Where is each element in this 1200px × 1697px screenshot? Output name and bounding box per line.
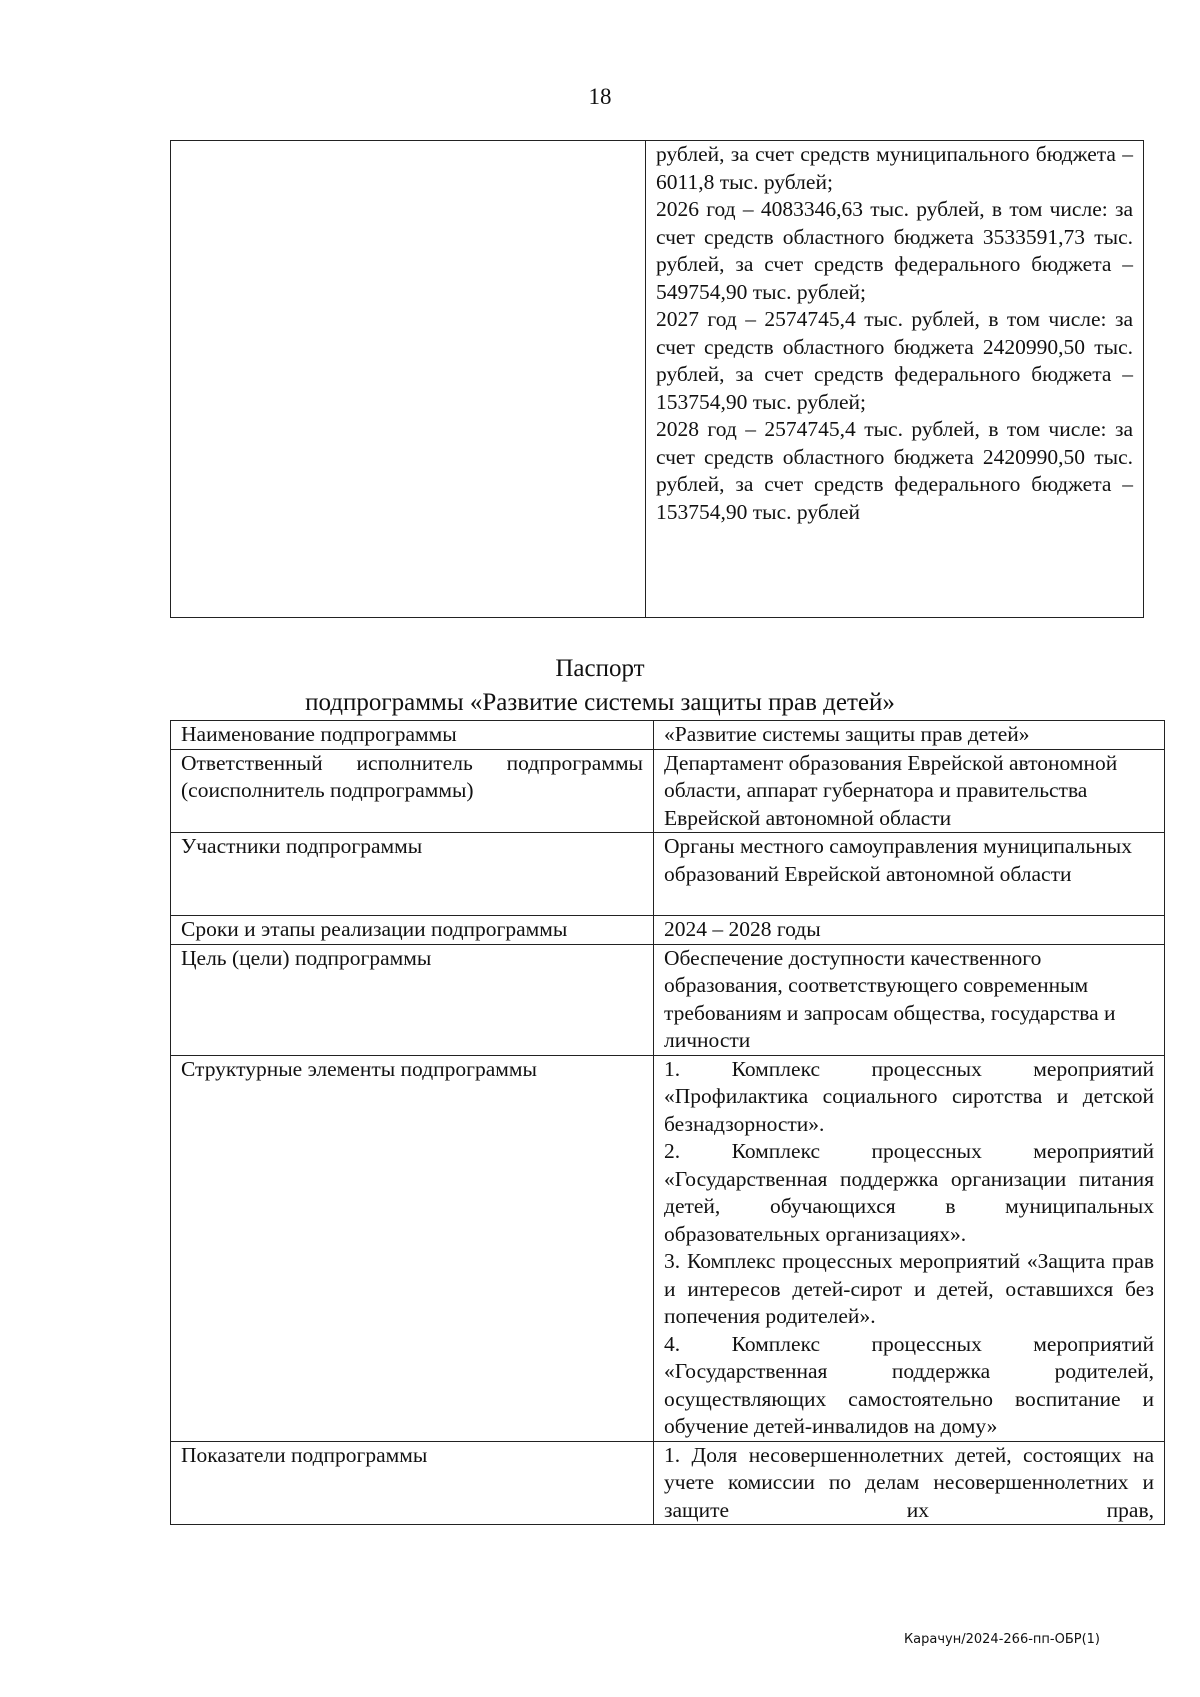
table-row	[171, 141, 1144, 618]
structural-elements-cell	[654, 1055, 1165, 1441]
table-row	[171, 1055, 1165, 1441]
row-label: Наименование подпрограммы	[171, 721, 654, 750]
row-value: Департамент образования Еврейской автономной области, аппарат губернатора и правительства Еврейской автономной области	[654, 749, 1165, 833]
row-value: 1. Доля несовершеннолетних детей, состоящих на учете комиссии по делам несовершеннолетних и защите их прав,	[654, 1441, 1165, 1525]
empty-left-cell	[171, 141, 646, 618]
passport-title: Паспорт	[555, 655, 645, 682]
funding-paragraph: рублей, за счет средств муниципального бюджета – 6011,8 тыс. рублей;	[656, 142, 1133, 194]
row-value: 2024 – 2028 годы	[654, 916, 1165, 945]
funding-paragraph-2026: 2026 год – 4083346,63 тыс. рублей, в том числе: за счет средств областного бюджета 3533591,73 тыс. рублей, за счет средств федерального бюджета – 549754,90 тыс. рублей;	[656, 197, 1133, 304]
row-value: Органы местного самоуправления муниципальных образований Еврейской автономной области	[654, 833, 1165, 916]
funding-paragraph-2027: 2027 год – 2574745,4 тыс. рублей, в том числе: за счет средств областного бюджета 2420990,50 тыс. рублей, за счет средств федерального бюджета – 153754,90 тыс. рублей;	[656, 307, 1133, 414]
list-item: 1. Комплекс процессных мероприятий «Профилактика социального сиротства и детской безнадзорности».	[664, 1056, 1154, 1136]
document-reference: Карачун/2024-266-пп-ОБР(1)	[903, 1632, 1100, 1647]
row-value: «Развитие системы защиты прав детей»	[654, 721, 1165, 750]
list-item: 2. Комплекс процессных мероприятий «Государственная поддержка организации питания детей, обучающихся в муниципальных образовательных организациях».	[664, 1139, 1154, 1246]
table-row	[171, 944, 1165, 1055]
table-row	[171, 916, 1165, 945]
funding-text-cell	[646, 141, 1144, 618]
row-value: Обеспечение доступности качественного образования, соответствующего современным требованиям и запросам общества, государства и личности	[654, 944, 1165, 1055]
passport-subtitle: подпрограммы «Развитие системы защиты прав детей»	[305, 689, 895, 716]
row-label: Структурные элементы подпрограммы	[171, 1055, 654, 1441]
row-label: Сроки и этапы реализации подпрограммы	[171, 916, 654, 945]
table-row	[171, 749, 1165, 833]
row-label: Цель (цели) подпрограммы	[171, 944, 654, 1055]
row-label: Участники подпрограммы	[171, 833, 654, 916]
passport-table	[170, 720, 1165, 1525]
funding-paragraph-2028: 2028 год – 2574745,4 тыс. рублей, в том числе: за счет средств областного бюджета 2420990,50 тыс. рублей, за счет средств федерального бюджета – 153754,90 тыс. рублей	[656, 417, 1133, 524]
page-number: 18	[588, 84, 612, 109]
row-label: Показатели подпрограммы	[171, 1441, 654, 1525]
funding-continuation-table	[170, 140, 1144, 618]
row-label: Ответственный исполнитель подпрограммы (соисполнитель подпрограммы)	[171, 749, 654, 833]
list-item: 3. Комплекс процессных мероприятий «Защита прав и интересов детей-сирот и детей, оставшихся без попечения родителей».	[664, 1249, 1154, 1328]
table-row	[171, 721, 1165, 750]
list-item: 4. Комплекс процессных мероприятий «Государственная поддержка родителей, осуществляющих самостоятельно воспитание и обучение детей-инвалидов на дому»	[664, 1331, 1154, 1438]
table-row	[171, 833, 1165, 916]
table-row	[171, 1441, 1165, 1525]
